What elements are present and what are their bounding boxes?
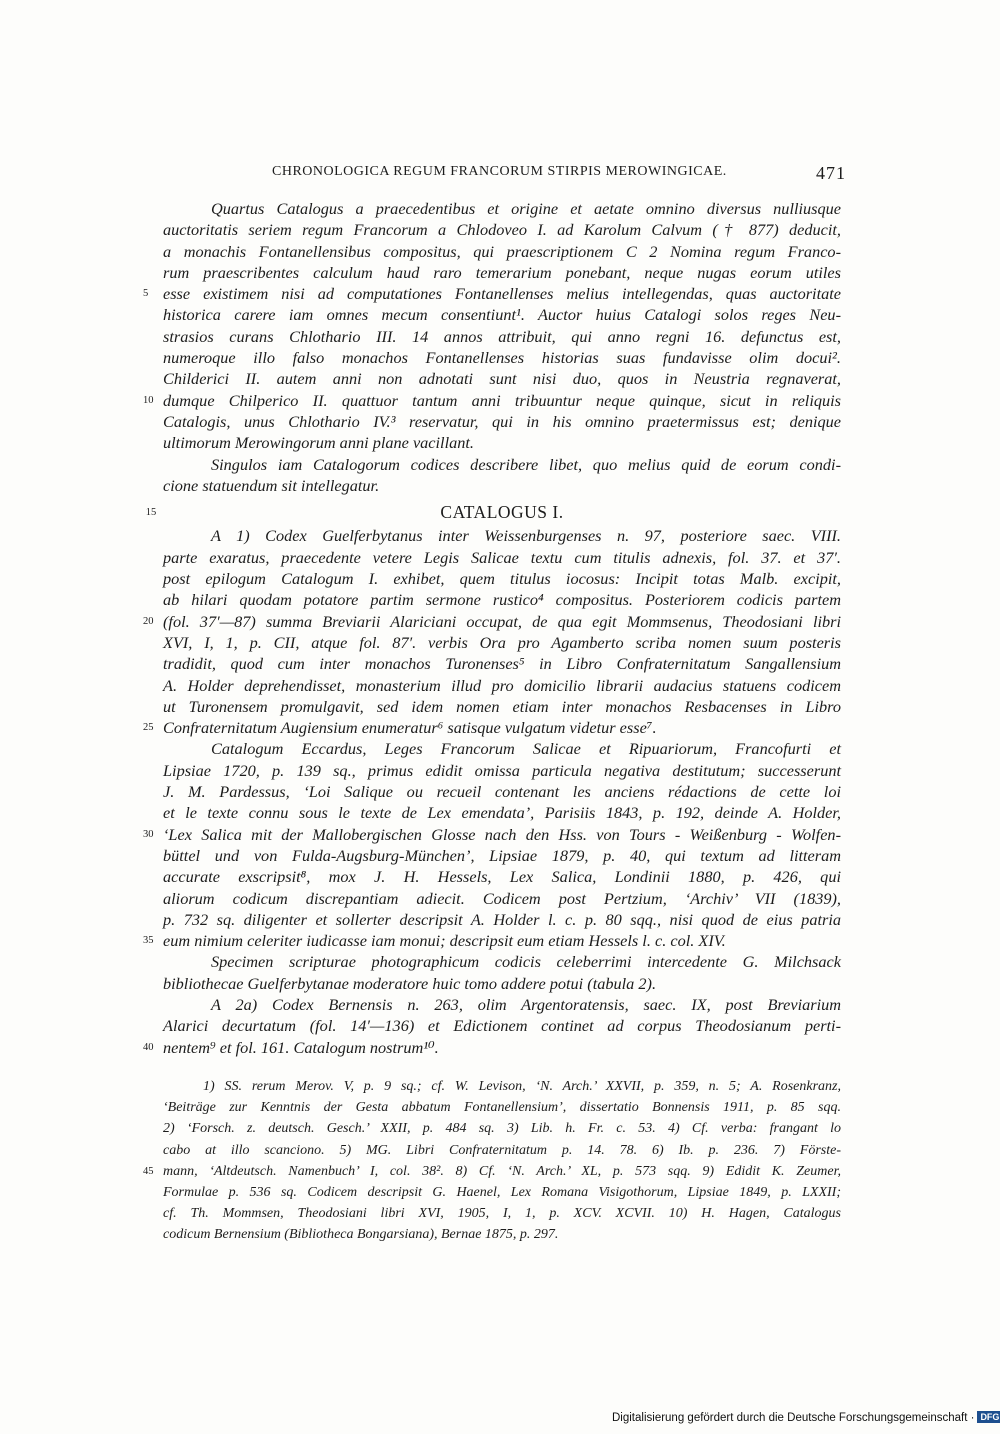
body-line-text: tradidit, quod cum inter monachos Turonenses⁵ in Libro Confraternitatum Sangallensium [163,654,841,674]
footnotes [143,1076,841,1246]
body-line-text: post epilogum Catalogum I. exhibet, quem titulus iocosus: Incipit totas Malb. excipit, [163,569,841,589]
body-line [163,411,841,432]
note-line [163,1097,841,1118]
body-line-text: Catalogis, unus Chlothario IV.³ reservatur, qui in his omnino praetermissus est; denique [163,411,841,431]
body-line [163,326,841,347]
body-line [163,653,841,674]
line-number: 20 [143,615,154,627]
line-number: 5 [143,288,149,300]
body-line [163,454,841,475]
note-line-text: codicum Bernensium (Bibliotheca Bongarsiana), Bernae 1875, p. 297. [163,1227,559,1243]
body-line-text: Singulos iam Catalogorum codices describere libet, quo melius quid de eorum condi- [211,454,841,474]
body-line [143,930,841,951]
body-line [163,547,841,568]
body-line-text: Catalogum Eccardus, Leges Francorum Salicae et Ripuariorum, Francofurti et [211,739,841,759]
line-number: 15 [145,507,157,519]
body-line [143,390,841,411]
body-line-text: Specimen scripturae photographicum codicis celeberrimi intercedente G. Milchsack [211,952,841,972]
body-line-text: aliorum codicum discrepantiam adiecit. Codicem post Pertzium, ‘Archiv’ VII (1839), [163,888,841,908]
body-line-text: numeroque illo falso monachos Fontanellenses historias suas fundavisse olim docui². [163,348,841,368]
body-line-text: ultimorum Merowingorum anni plane vacillant. [163,433,474,453]
note-line-text: cabo at illo scanciono. 5) MG. Libri Confraternitatum p. 14. 78. 6) Ib. p. 236. 7) Förste- [163,1142,841,1158]
body-line-text: A 2a) Codex Bernensis n. 263, olim Argentoratensis, saec. IX, post Breviarium [211,994,841,1014]
body-line [163,909,841,930]
body-line [163,696,841,717]
note-line [163,1182,841,1203]
body-line-text: J. M. Pardessus, ‘Loi Salique ou recueil contenant les anciens rédactions de cette loi [163,782,841,802]
body-line-text: auctoritatis seriem regum Francorum a Chlodoveo I. ad Karolum Calvum († 877) deducit, [163,220,841,240]
body-line-text: strasios curans Chlothario III. 14 annos attribuit, qui anno regni 16. defunctus est, [163,326,841,346]
body-line-text: Quartus Catalogus a praecedentibus et origine et aetate omnino diversus nulliusque [211,199,841,218]
body-line-text: dumque Chilperico II. quattuor tantum anni tribuuntur neque quinque, sicut in reliquis [163,390,841,410]
note-line-text: 1) SS. rerum Merov. V, p. 9 sq.; cf. W. Levison, ‘N. Arch.’ XXVII, p. 359, n. 5; A. Rosenkranz, [203,1079,841,1094]
body-line-text: Alarici decurtatum (fol. 14′—136) et Edictionem continet ad corpus Theodosianum perti- [163,1016,841,1036]
body-line-text: A 1) Codex Guelferbytanus inter Weissenburgenses n. 97, posteriore saec. VIII. [211,526,841,546]
body-line-text: cione statuendum sit intellegatur. [163,475,380,495]
credit-text: Digitalisierung gefördert durch die Deutsche Forschungsgemeinschaft · [612,1412,975,1424]
section-heading [145,502,841,523]
body-line [143,1037,841,1058]
body-line-text: et le texte connu sous le texte de Lex emendata’, Parisiis 1843, p. 192, deinde A. Holder, [163,803,841,823]
body-line [163,304,841,325]
line-number: 10 [143,394,154,406]
body-line [163,675,841,696]
note-line-text: cf. Th. Mommsen, Theodosiani libri XVI, 1905, I, 1, p. XCV. XCVII. 10) H. Hagen, Catalogus [163,1206,841,1222]
line-number: 35 [143,935,154,947]
body-line-text: CATALOGUS I. [440,502,564,523]
body-line [163,198,841,219]
line-number: 45 [143,1165,154,1177]
body-line [163,781,841,802]
body-line-text: p. 732 sq. diligenter et sollerter descripsit A. Holder l. c. p. 80 sqq., nisi quod de eius patria [163,909,841,929]
body-line [163,1015,841,1036]
digitization-credit [612,1411,1000,1424]
note-line-text: 2) ‘Forsch. z. deutsch. Gesch.’ XXII, p. 484 sq. 3) Lib. h. Fr. c. 53. 4) Cf. verba: frangant lo [163,1121,841,1137]
note-line-text: mann, ‘Altdeutsch. Namenbuch’ I, col. 38². 8) Cf. ‘N. Arch.’ XL, p. 573 sqq. 9) Edidit K. Zeumer, [163,1163,841,1179]
body-line-text: nentem⁹ et fol. 161. Catalogum nostrum¹⁰. [163,1037,439,1057]
body-line-text: parte exaratus, praecedente vetere Legis Salicae textu cum titulis adnexis, fol. 37. et 37′. [163,547,841,567]
running-title: CHRONOLOGICA REGUM FRANCORUM STIRPIS MEROWINGICAE. [272,164,727,179]
page-number: 471 [816,163,846,183]
body-line-text: esse existimem nisi ad computationes Fontanellenses melius intellegendas, quas auctoritate [163,284,841,304]
note-line-text: Formulae p. 536 sq. Codicem descripsit G. Haenel, Lex Romana Visigothorum, Lipsiae 1849, p. LXXII; [163,1184,841,1200]
body-line [163,888,841,909]
body-line-text: historica carere iam omnes mecum consentiunt¹. Auctor huius Catalogi solos reges Neu- [163,305,841,325]
body-line [163,589,841,610]
body-line [163,845,841,866]
body-line [163,475,841,496]
note-line-text: ‘Beiträge zur Kenntnis der Gesta abbatum Fontanellensium’, dissertatio Bonnensis 1911, p. 85 sqq. [163,1100,841,1116]
body-line-text: ab hilari quodam potatore partim sermone rustico⁴ compositus. Posteriorem codicis partem [163,590,841,610]
line-number: 30 [143,828,154,840]
body-line [163,951,841,972]
body-line [163,866,841,887]
body-line-text: A. Holder deprehendisset, monasterium illud pro domicilio librarii audacius statuens codicem [163,675,841,695]
body-line-text: ut Turonensem promulgavit, sed idem nomen etiam inter monachos Resbacenses in Libro [163,696,841,716]
body-line [163,632,841,653]
body-line [163,368,841,389]
note-line [163,1140,841,1161]
dfg-logo: DFG [977,1411,1000,1423]
note-line [163,1224,841,1245]
body-line-text: Childerici II. autem anni non adnotati sunt nisi duo, quos in Neustria regnaverat, [163,369,841,389]
body-line [163,738,841,759]
body-line [143,717,841,738]
body-line-text: (fol. 37′—87) summa Breviarii Alariciani occupat, de qua egit Mommsenus, Theodosiani libri [163,611,841,631]
body-line [143,611,841,632]
body-line-text: eum nimium celeriter iudicasse iam monui; descripsit eum etiam Hessels l. c. col. XIV. [163,931,726,951]
body-line [163,568,841,589]
body-line [163,802,841,823]
body-line-text: accurate exscripsit⁸, mox J. H. Hessels, Lex Salica, Londinii 1880, p. 426, qui [163,867,841,887]
body-line-text: Lipsiae 1720, p. 139 sq., primus edidit omissa particula negativa destitutum; successerunt [163,760,841,780]
main-text [143,198,841,1058]
body-line [163,760,841,781]
body-line [163,994,841,1015]
body-line-text: a monachis Fontanellensibus compositus, qui praescriptionem C 2 Nomina regum Franco- [163,241,841,261]
note-line [163,1203,841,1224]
body-line-text: rum praescribentes calculum haud raro temerarium ponebant, neque nugas eorum utiles [163,262,841,282]
body-line-text: büttel und von Fulda-Augsburg-München’, Lipsiae 1879, p. 40, qui textum ad litteram [163,845,841,865]
body-line [163,262,841,283]
body-line-text: XVI, I, 1, p. CII, atque fol. 87′. verbis Ora pro Agamberto scriba nomen suum posteris [163,632,841,652]
body-line [163,347,841,368]
body-line [163,432,841,453]
note-line [163,1118,841,1139]
body-line [163,219,841,240]
body-line-text: ‘Lex Salica mit der Mallobergischen Glosse nach den Hss. von Tours - Weißenburg - Wolfen- [163,824,841,844]
body-line-text: Confraternitatum Augiensium enumeratur⁶ satisque vulgatum videtur esse⁷. [163,718,657,738]
body-line [143,824,841,845]
note-line [163,1076,841,1097]
line-number: 25 [143,722,154,734]
line-number: 40 [143,1041,154,1053]
body-line-text: bibliothecae Guelferbytanae moderatore huic tomo addere potui (tabula 2). [163,973,657,993]
body-line [163,241,841,262]
note-line [143,1161,841,1182]
body-line [163,973,841,994]
body-line [163,525,841,546]
body-line [143,283,841,304]
